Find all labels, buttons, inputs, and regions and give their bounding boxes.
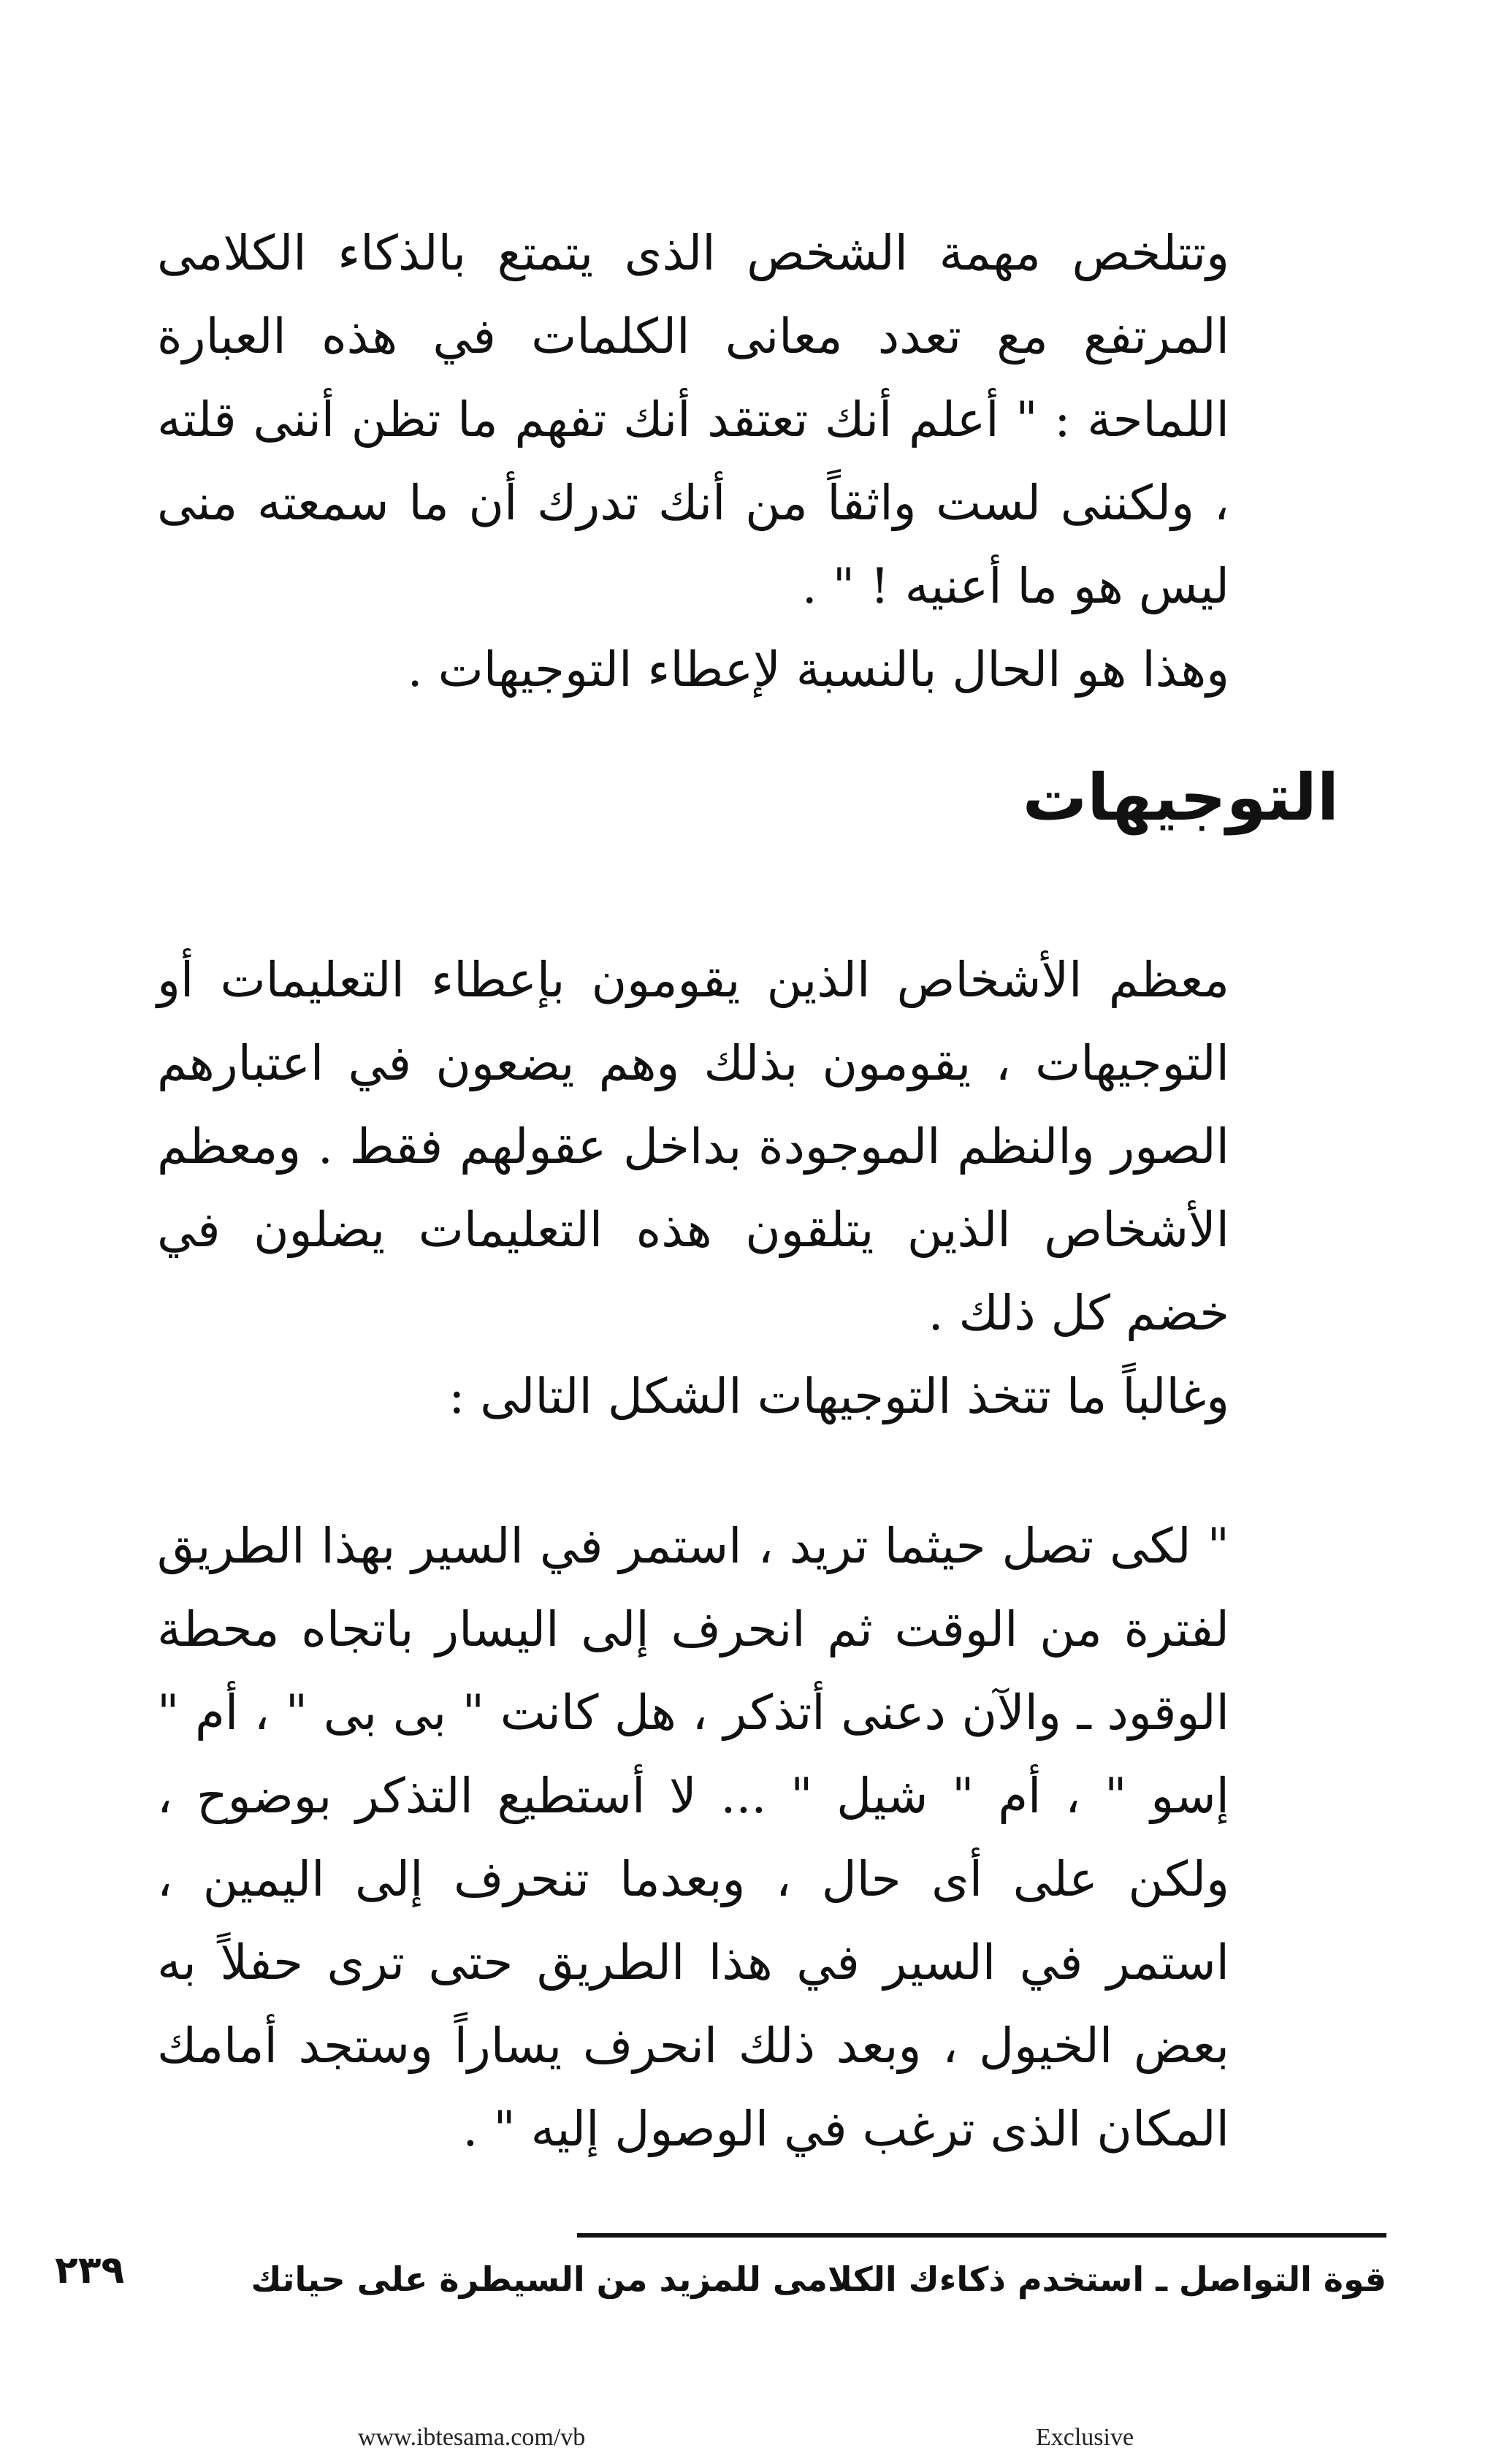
section-body: [157, 939, 1310, 1438]
intro-paragraph: وتتلخص مهمة الشخص الذى يتمتع بالذكاء الكلامى المرتفع مع تعدد معانى الكلمات في هذه العبارة اللماحة : " أعلم أنك تعتقد أنك تفهم ما تظن أننى قلته ، ولكننى لست واثقاً من أنك تدرك أن ما سمعته منى ليس هو ما أعنيه ! " .: [157, 225, 1229, 614]
section-lead-in: وغالباً ما تتخذ التوجيهات الشكل التالى :: [449, 1368, 1229, 1424]
quote-paragraph: " لكى تصل حيثما تريد ، استمر في السير بهذا الطريق لفترة من الوقت ثم انحرف إلى اليسار باتجاه محطة الوقود ـ والآن دعنى أتذكر ، هل كانت " بى بى " ، أم " إسو " ، أم " شيل " ... لا أستطيع التذكر بوضوح ، ولكن على أى حال ، وبعدما تنحرف إلى اليمين ، استمر في السير في هذا الطريق حتى ترى حفلاً به بعض الخيول ، وبعد ذلك انحرف يساراً وستجد أمامك المكان الذى ترغب في الوصول إليه " .: [157, 1518, 1229, 2157]
watermark-site: www.ibtesama.com/vb: [358, 2424, 586, 2451]
example-quote: [157, 1505, 1310, 2171]
section-paragraph: معظم الأشخاص الذين يقومون بإعطاء التعليمات أو التوجيهات ، يقومون بذلك وهم يضعون في اعتبارهم الصور والنظم الموجودة بداخل عقولهم فقط . ومعظم الأشخاص الذين يتلقون هذه التعليمات يضلون في خضم كل ذلك .: [157, 952, 1229, 1341]
watermark-label: Exclusive: [1036, 2424, 1134, 2451]
section-heading: التوجيهات: [1022, 760, 1339, 835]
intro-closing-line: وهذا هو الحال بالنسبة لإعطاء التوجيهات .: [407, 641, 1229, 698]
running-footer-title: قوة التواصل ـ استخدم ذكاءك الكلامى للمزيد من السيطرة على حياتك: [251, 2259, 1386, 2299]
page-number: ٢٣٩: [55, 2249, 125, 2292]
footer-divider: [577, 2233, 1386, 2238]
intro-block: [157, 212, 1310, 712]
